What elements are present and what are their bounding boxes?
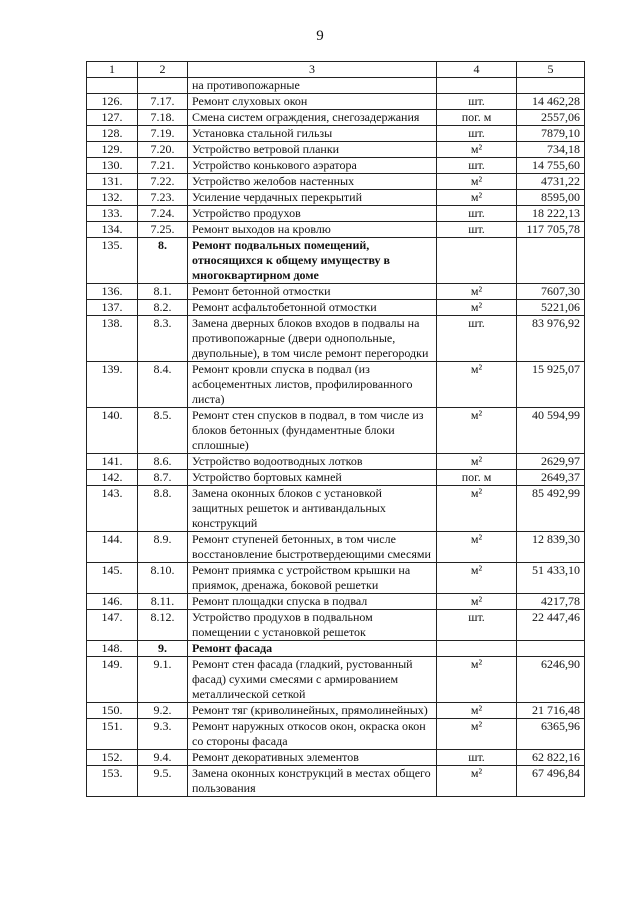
price-cell: 7607,30 [517, 284, 585, 300]
item-code-cell: 8.4. [138, 362, 188, 408]
table-row [87, 563, 585, 594]
row-number-cell: 129. [87, 142, 138, 158]
row-number-cell: 153. [87, 766, 138, 797]
row-number-cell: 135. [87, 238, 138, 284]
row-number-cell: 150. [87, 703, 138, 719]
unit-cell: шт. [437, 94, 517, 110]
table-row [87, 362, 585, 408]
unit-cell: шт. [437, 316, 517, 362]
price-cell: 18 222,13 [517, 206, 585, 222]
column-header-3: 3 [188, 62, 437, 78]
table-row [87, 703, 585, 719]
table-row [87, 142, 585, 158]
table-row [87, 78, 585, 94]
unit-cell: шт. [437, 610, 517, 641]
work-name-cell: Устройство водоотводных лотков [188, 454, 437, 470]
unit-cell: м² [437, 657, 517, 703]
item-code-cell: 8.8. [138, 486, 188, 532]
work-name-cell: Ремонт кровли спуска в подвал (из асбоцементных листов, профилированного листа) [188, 362, 437, 408]
row-number-cell: 130. [87, 158, 138, 174]
price-cell: 6246,90 [517, 657, 585, 703]
unit-cell: м² [437, 594, 517, 610]
table-body [87, 62, 585, 797]
unit-cell: пог. м [437, 470, 517, 486]
work-name-cell: Ремонт декоративных элементов [188, 750, 437, 766]
work-name-cell: Замена оконных блоков с установкой защитных решеток и антивандальных конструкций [188, 486, 437, 532]
unit-cell: м² [437, 190, 517, 206]
work-name-cell: Устройство конькового аэратора [188, 158, 437, 174]
table-row [87, 126, 585, 142]
table-row [87, 158, 585, 174]
table-row [87, 594, 585, 610]
price-cell [517, 238, 585, 284]
row-number-cell: 147. [87, 610, 138, 641]
item-code-cell: 8. [138, 238, 188, 284]
price-cell: 6365,96 [517, 719, 585, 750]
row-number-cell: 133. [87, 206, 138, 222]
item-code-cell [138, 78, 188, 94]
table-row [87, 486, 585, 532]
table-row [87, 766, 585, 797]
work-name-cell: Установка стальной гильзы [188, 126, 437, 142]
row-number-cell: 145. [87, 563, 138, 594]
price-cell: 85 492,99 [517, 486, 585, 532]
row-number-cell: 137. [87, 300, 138, 316]
unit-cell: м² [437, 408, 517, 454]
item-code-cell: 8.1. [138, 284, 188, 300]
unit-cell: шт. [437, 750, 517, 766]
column-header-1: 1 [87, 62, 138, 78]
unit-cell: пог. м [437, 110, 517, 126]
price-cell: 15 925,07 [517, 362, 585, 408]
table-header-row [87, 62, 585, 78]
row-number-cell: 143. [87, 486, 138, 532]
row-number-cell: 139. [87, 362, 138, 408]
price-cell: 117 705,78 [517, 222, 585, 238]
work-name-cell: Смена систем ограждения, снегозадержания [188, 110, 437, 126]
unit-cell: м² [437, 454, 517, 470]
item-code-cell: 7.23. [138, 190, 188, 206]
unit-cell: шт. [437, 222, 517, 238]
price-cell: 51 433,10 [517, 563, 585, 594]
item-code-cell: 8.2. [138, 300, 188, 316]
section-row [87, 641, 585, 657]
work-name-cell: на противопожарные [188, 78, 437, 94]
row-number-cell: 126. [87, 94, 138, 110]
work-name-cell: Ремонт слуховых окон [188, 94, 437, 110]
page-number: 9 [316, 28, 324, 44]
table-row [87, 470, 585, 486]
unit-cell: м² [437, 532, 517, 563]
item-code-cell: 9.4. [138, 750, 188, 766]
work-name-cell: Ремонт наружных откосов окон, окраска окон со стороны фасада [188, 719, 437, 750]
price-cell: 4731,22 [517, 174, 585, 190]
row-number-cell: 128. [87, 126, 138, 142]
row-number-cell: 142. [87, 470, 138, 486]
table-row [87, 610, 585, 641]
row-number-cell [87, 78, 138, 94]
work-name-cell: Ремонт ступеней бетонных, в том числе восстановление быстротвердеющими смесями [188, 532, 437, 563]
item-code-cell: 8.7. [138, 470, 188, 486]
row-number-cell: 127. [87, 110, 138, 126]
table-row [87, 408, 585, 454]
work-name-cell: Ремонт подвальных помещений, относящихся к общему имуществу в многоквартирном доме [188, 238, 437, 284]
work-name-cell: Ремонт выходов на кровлю [188, 222, 437, 238]
item-code-cell: 7.24. [138, 206, 188, 222]
unit-cell: м² [437, 703, 517, 719]
price-cell: 2649,37 [517, 470, 585, 486]
price-cell: 2629,97 [517, 454, 585, 470]
unit-cell: шт. [437, 126, 517, 142]
price-cell: 4217,78 [517, 594, 585, 610]
price-cell: 21 716,48 [517, 703, 585, 719]
unit-cell [437, 78, 517, 94]
item-code-cell: 9.5. [138, 766, 188, 797]
work-name-cell: Ремонт тяг (криволинейных, прямолинейных) [188, 703, 437, 719]
item-code-cell: 9.1. [138, 657, 188, 703]
work-name-cell: Устройство продухов в подвальном помещении с установкой решеток [188, 610, 437, 641]
item-code-cell: 7.25. [138, 222, 188, 238]
price-cell: 67 496,84 [517, 766, 585, 797]
item-code-cell: 8.11. [138, 594, 188, 610]
unit-cell: м² [437, 142, 517, 158]
row-number-cell: 132. [87, 190, 138, 206]
price-cell: 14 755,60 [517, 158, 585, 174]
unit-cell: шт. [437, 158, 517, 174]
work-name-cell: Усиление чердачных перекрытий [188, 190, 437, 206]
row-number-cell: 146. [87, 594, 138, 610]
table-row [87, 532, 585, 563]
price-table [86, 61, 585, 797]
price-cell: 62 822,16 [517, 750, 585, 766]
item-code-cell: 9.2. [138, 703, 188, 719]
item-code-cell: 8.10. [138, 563, 188, 594]
unit-cell: м² [437, 719, 517, 750]
table-row [87, 206, 585, 222]
work-name-cell: Ремонт стен спусков в подвал, в том числе из блоков бетонных (фундаментные блоки сплошные) [188, 408, 437, 454]
work-name-cell: Ремонт стен фасада (гладкий, рустованный фасад) сухими смесями с армированием металлической сеткой [188, 657, 437, 703]
item-code-cell: 7.21. [138, 158, 188, 174]
price-cell: 7879,10 [517, 126, 585, 142]
table-row [87, 300, 585, 316]
item-code-cell: 8.6. [138, 454, 188, 470]
work-name-cell: Устройство продухов [188, 206, 437, 222]
item-code-cell: 7.17. [138, 94, 188, 110]
item-code-cell: 7.22. [138, 174, 188, 190]
table-row [87, 110, 585, 126]
section-row [87, 238, 585, 284]
price-cell: 12 839,30 [517, 532, 585, 563]
unit-cell: м² [437, 284, 517, 300]
row-number-cell: 131. [87, 174, 138, 190]
table-row [87, 454, 585, 470]
row-number-cell: 148. [87, 641, 138, 657]
price-cell: 2557,06 [517, 110, 585, 126]
work-name-cell: Устройство желобов настенных [188, 174, 437, 190]
price-cell: 5221,06 [517, 300, 585, 316]
price-cell [517, 641, 585, 657]
unit-cell: м² [437, 362, 517, 408]
table-row [87, 222, 585, 238]
item-code-cell: 9. [138, 641, 188, 657]
table-row [87, 657, 585, 703]
item-code-cell: 7.20. [138, 142, 188, 158]
work-name-cell: Ремонт асфальтобетонной отмостки [188, 300, 437, 316]
unit-cell: м² [437, 486, 517, 532]
work-name-cell: Устройство ветровой планки [188, 142, 437, 158]
price-cell: 22 447,46 [517, 610, 585, 641]
table-row [87, 284, 585, 300]
table-row [87, 719, 585, 750]
table-row [87, 750, 585, 766]
work-name-cell: Замена оконных конструкций в местах общего пользования [188, 766, 437, 797]
unit-cell [437, 238, 517, 284]
item-code-cell: 8.5. [138, 408, 188, 454]
work-name-cell: Ремонт приямка с устройством крышки на приямок, дренажа, боковой решетки [188, 563, 437, 594]
work-name-cell: Ремонт фасада [188, 641, 437, 657]
row-number-cell: 138. [87, 316, 138, 362]
unit-cell: шт. [437, 206, 517, 222]
item-code-cell: 8.3. [138, 316, 188, 362]
unit-cell: м² [437, 563, 517, 594]
work-name-cell: Ремонт площадки спуска в подвал [188, 594, 437, 610]
price-cell: 14 462,28 [517, 94, 585, 110]
unit-cell: м² [437, 766, 517, 797]
price-cell: 734,18 [517, 142, 585, 158]
column-header-2: 2 [138, 62, 188, 78]
item-code-cell: 8.9. [138, 532, 188, 563]
row-number-cell: 149. [87, 657, 138, 703]
price-cell [517, 78, 585, 94]
row-number-cell: 140. [87, 408, 138, 454]
unit-cell [437, 641, 517, 657]
column-header-4: 4 [437, 62, 517, 78]
table-row [87, 174, 585, 190]
row-number-cell: 151. [87, 719, 138, 750]
unit-cell: м² [437, 174, 517, 190]
item-code-cell: 7.19. [138, 126, 188, 142]
item-code-cell: 8.12. [138, 610, 188, 641]
work-name-cell: Устройство бортовых камней [188, 470, 437, 486]
row-number-cell: 134. [87, 222, 138, 238]
table-row [87, 190, 585, 206]
item-code-cell: 9.3. [138, 719, 188, 750]
price-cell: 8595,00 [517, 190, 585, 206]
price-cell: 40 594,99 [517, 408, 585, 454]
row-number-cell: 136. [87, 284, 138, 300]
work-name-cell: Ремонт бетонной отмостки [188, 284, 437, 300]
row-number-cell: 141. [87, 454, 138, 470]
table-row [87, 94, 585, 110]
work-name-cell: Замена дверных блоков входов в подвалы на противопожарные (двери однопольные, двупольные), в том числе ремонт перегородки [188, 316, 437, 362]
row-number-cell: 152. [87, 750, 138, 766]
price-cell: 83 976,92 [517, 316, 585, 362]
row-number-cell: 144. [87, 532, 138, 563]
table-row [87, 316, 585, 362]
unit-cell: м² [437, 300, 517, 316]
item-code-cell: 7.18. [138, 110, 188, 126]
column-header-5: 5 [517, 62, 585, 78]
